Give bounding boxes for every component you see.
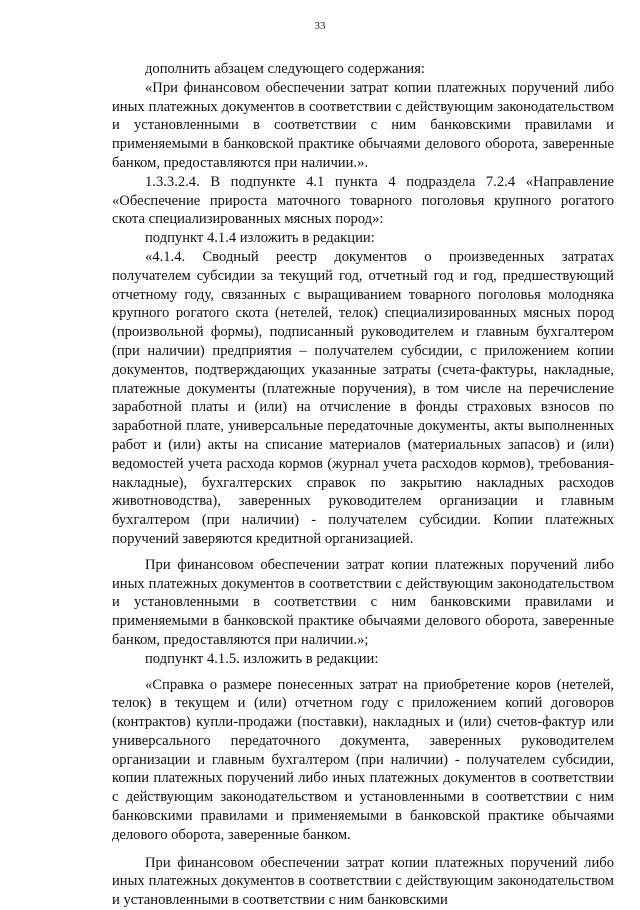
paragraph-8: «Справка о размере понесенных затрат на приобретение коров (нетелей, телок) в текущем и (или) отчетном году с приложением копий договоров (контрактов) купли-продажи (поставки), накладных и (или) счетов-фактур или универсального передаточного документа, заверенных руководителем организации и главным бухгалтером (при наличии) - получателем субсидии, копии платежных поручений либо иных платежных документов в соответствии с действующим законодательством и установленными в соответствии с ним банковскими правилами и применяемыми в банковской практике обычаями делового оборота, заверенные банком. [112, 676, 614, 843]
paragraph-9: При финансовом обеспечении затрат копии платежных поручений либо иных платежных документов в соответствии с действующим законодательством и установленными в соответствии с ним банковскими [112, 854, 614, 909]
paragraph-5: «4.1.4. Сводный реестр документов о произведенных затратах получателем субсидии за текущий год, отчетный год и год, предшествующий отчетному году, связанных с выращиванием товарного поголовья молодняка крупного рогатого скота (нетелей, телок) специализированных мясных пород (произвольной формы), подписанный руководителем и главным бухгалтером (при наличии) предприятия – получателем субсидии, с приложением копии документов, подтверждающих указанные затраты (счета-фактуры, накладные, платежные документы (платежные поручения), в том числе на перечисление заработной платы и (или) на отчисление в фонды страховых взносов по заработной плате, универсальные передаточные документы, акты выполненных работ и (или) акты на списание материалов (материальных запасов) и (или) ведомостей учета расхода кормов (журнал учета расходов кормов), требования-накладные), бухгалтерских справок по закрытию накладных расходов животноводства), заверенных руководителем организации и главным бухгалтером (при наличии) - получателем субсидии. Копии платежных поручений заверяются кредитной организацией. [112, 248, 614, 547]
paragraph-7: подпункт 4.1.5. изложить в редакции: [145, 650, 379, 667]
document-body [112, 60, 614, 910]
paragraph-2: «При финансовом обеспечении затрат копии платежных поручений либо иных платежных документов в соответствии с действующим законодательством и установленными в соответствии с ним банковскими правилами и применяемыми в банковской практике обычаями делового оборота, заверенные банком, предоставляются при наличии.». [112, 79, 614, 171]
paragraph-6: При финансовом обеспечении затрат копии платежных поручений либо иных платежных документов в соответствии с действующим законодательством и установленными в соответствии с ним банковскими правилами и применяемыми в банковской практике обычаями делового оборота, заверенные банком, предоставляются при наличии.»; [112, 556, 614, 648]
paragraph-1: дополнить абзацем следующего содержания: [145, 61, 425, 77]
paragraph-4: подпункт 4.1.4 изложить в редакции: [145, 230, 375, 247]
paragraph-3: 1.3.3.2.4. В подпункте 4.1 пункта 4 подраздела 7.2.4 «Направление «Обеспечение прироста маточного товарного поголовья крупного рогатого скота специализированных мясных пород»: [112, 173, 614, 228]
page-number: 33 [314, 20, 326, 32]
